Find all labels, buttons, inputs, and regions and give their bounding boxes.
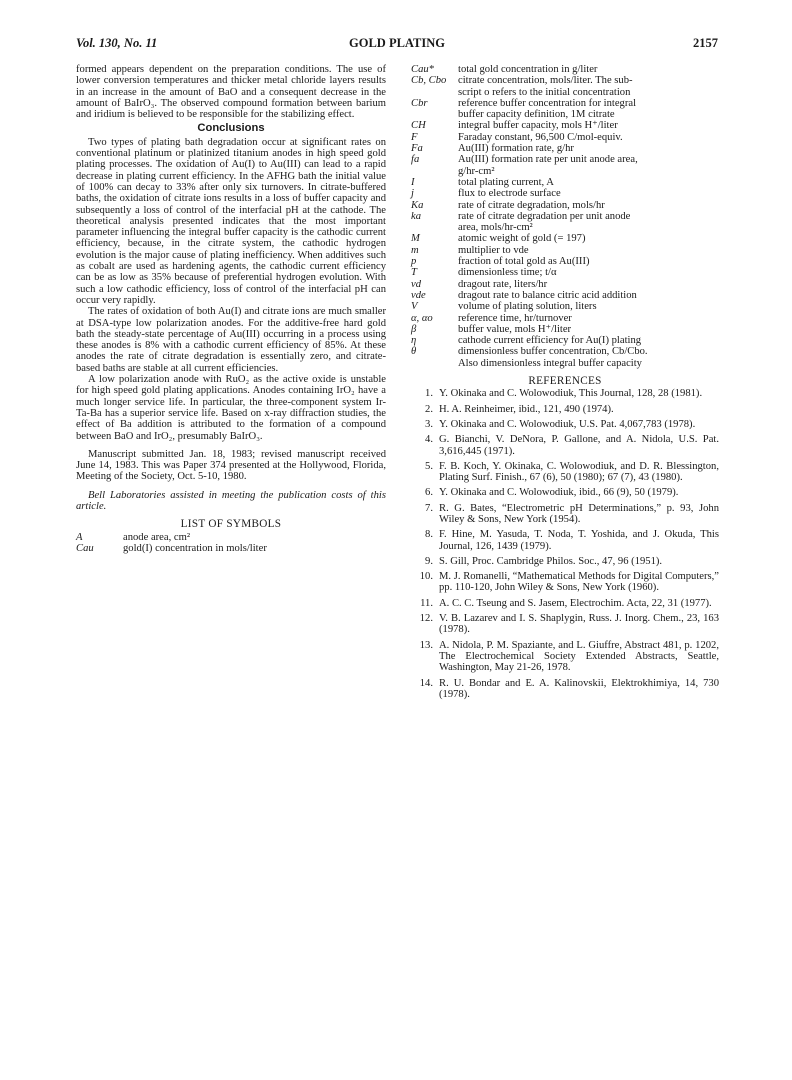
symbol-description-line: dragout rate to balance citric acid addition — [458, 289, 637, 301]
reference-item — [411, 556, 719, 567]
symbol-row — [411, 290, 719, 301]
symbol-row — [411, 256, 719, 267]
symbol-description — [458, 120, 719, 131]
symbol-row — [411, 120, 719, 131]
symbol: F — [411, 131, 418, 143]
symbol-description — [458, 188, 719, 199]
paragraph-continued: formed appears dependent on the preparation conditions. The use of lower conversion temperatures and thicker metal chloride layers results in an increase in the amount of BaO and a consequent decrease in the amount of BaIrO₃. The observed compound formation between barium and iridium is believed to be responsible for the stabilizing effect. — [76, 64, 386, 121]
symbol-description — [458, 346, 719, 369]
symbol-description-line: Also dimensionless integral buffer capacity — [458, 357, 642, 369]
reference-number: 8. — [425, 529, 433, 541]
symbol-description — [458, 301, 719, 312]
reference-text: F. B. Koch, Y. Okinaka, C. Wolowodiuk, and D. R. Blessington, Plating Surf. Finish., 67 (6), 50 (1980); 67 (7), 43 (1980). — [439, 460, 719, 484]
symbol-description — [458, 98, 719, 121]
reference-item — [411, 571, 719, 594]
reference-item — [411, 388, 719, 399]
symbol-row — [411, 211, 719, 234]
references-list — [411, 388, 719, 700]
symbol-description — [458, 324, 719, 335]
reference-number: 10. — [419, 571, 433, 583]
symbol-description-line: dragout rate, liters/hr — [458, 278, 548, 290]
symbol-row — [411, 324, 719, 335]
symbol-description — [458, 267, 719, 278]
left-column — [76, 64, 386, 554]
symbol-row — [411, 132, 719, 143]
symbol-description-line: integral buffer capacity, mols H⁺/liter — [458, 120, 618, 132]
reference-text: A. C. C. Tseung and S. Jasem, Electrochim. Acta, 22, 31 (1977). — [439, 597, 712, 609]
symbol-row — [411, 335, 719, 346]
symbol-description — [458, 279, 719, 290]
symbols-list — [411, 64, 719, 369]
reference-number: 7. — [425, 502, 433, 514]
reference-item — [411, 461, 719, 484]
section-heading-conclusions: Conclusions — [197, 122, 265, 135]
symbol-row — [411, 245, 719, 256]
symbol: vde — [411, 289, 426, 301]
symbol: T — [411, 267, 417, 279]
symbol-description — [458, 177, 719, 188]
reference-number: 2. — [425, 403, 433, 415]
symbol-description — [458, 211, 719, 234]
symbol: β — [411, 323, 417, 335]
symbol-description-line: dimensionless time; t/α — [458, 267, 557, 279]
reference-item — [411, 613, 719, 636]
symbol-row — [411, 177, 719, 188]
symbol-description-line: dimensionless buffer concentration, Cb/Cbo. — [458, 346, 648, 358]
section-heading-references: REFERENCES — [528, 375, 602, 388]
symbol-row — [411, 188, 719, 199]
symbol: fa — [411, 154, 420, 166]
reference-number: 1. — [425, 388, 433, 400]
symbol-row — [411, 98, 719, 121]
symbol-description-line: reference time, hr/turnover — [458, 312, 572, 324]
symbol: p — [411, 256, 417, 268]
reference-text: M. J. Romanelli, “Mathematical Methods for Digital Computers,” pp. 110-120, John Wiley & Sons, New York (1960). — [439, 571, 719, 594]
symbol: CH — [411, 120, 426, 132]
symbol-description: anode area, cm² — [123, 531, 190, 543]
reference-item — [411, 640, 719, 674]
symbol-description-line: buffer value, mols H⁺/liter — [458, 323, 572, 335]
symbol: Ka — [411, 199, 424, 211]
reference-item — [411, 678, 719, 701]
reference-number: 3. — [425, 418, 433, 430]
section-heading-symbols: LIST OF SYMBOLS — [180, 518, 282, 531]
symbol-description — [458, 245, 719, 256]
symbol-description — [458, 335, 719, 346]
symbol-description — [458, 290, 719, 301]
reference-text: Y. Okinaka and C. Wolowodiuk, U.S. Pat. 4,067,783 (1978). — [439, 418, 696, 430]
symbol: α, αo — [411, 312, 433, 324]
symbol-row — [411, 143, 719, 154]
symbol: m — [411, 244, 419, 256]
symbol-description-line: script o refers to the initial concentration — [458, 86, 631, 98]
symbol-description — [458, 313, 719, 324]
reference-number: 13. — [419, 639, 433, 651]
reference-text: V. B. Lazarev and I. S. Shaplygin, Russ. J. Inorg. Chem., 23, 163 (1978). — [439, 613, 719, 636]
symbol-description-line: g/hr-cm² — [458, 165, 495, 177]
reference-text: H. A. Reinheimer, ibid., 121, 490 (1974). — [439, 403, 614, 415]
symbol: Fa — [411, 143, 423, 155]
symbol-description-line: volume of plating solution, liters — [458, 301, 597, 313]
symbol-description-line: cathode current efficiency for Au(I) plating — [458, 335, 642, 347]
reference-number: 12. — [419, 613, 433, 625]
reference-number: 6. — [425, 487, 433, 499]
symbol-row — [411, 75, 719, 98]
symbol: θ — [411, 346, 417, 358]
running-title: GOLD PLATING — [349, 36, 445, 50]
symbol-description: gold(I) concentration in mols/liter — [123, 542, 267, 554]
running-header — [76, 36, 718, 52]
symbol-description-line: atomic weight of gold (= 197) — [458, 233, 586, 245]
symbol-row — [76, 532, 386, 543]
symbol: Cau* — [411, 64, 434, 75]
reference-text: G. Bianchi, V. DeNora, P. Gallone, and A. Nidola, U.S. Pat. 3,616,445 (1971). — [439, 434, 719, 457]
symbol-description-line: flux to electrode surface — [458, 188, 561, 200]
volume-label: Vol. 130, No. 11 — [76, 36, 158, 50]
reference-text: F. Hine, M. Yasuda, T. Noda, T. Yoshida, and J. Okuda, This Journal, 126, 1439 (1979). — [439, 529, 719, 552]
page-number: 2157 — [693, 36, 718, 50]
symbol-description-line: Au(III) formation rate per unit anode area, — [458, 154, 638, 166]
symbol-description-line: Faraday constant, 96,500 C/mol-equiv. — [458, 131, 623, 143]
symbol: Cbr — [411, 97, 428, 109]
reference-number: 9. — [425, 555, 433, 567]
symbol: Cau — [76, 542, 94, 554]
symbol-description-line: Au(III) formation rate, g/hr — [458, 143, 574, 155]
reference-item — [411, 598, 719, 609]
symbol-description-line: citrate concentration, mols/liter. The sub- — [458, 75, 633, 87]
symbol-row — [411, 301, 719, 312]
symbol: Cb, Cbo — [411, 75, 447, 87]
symbol-description — [458, 256, 719, 267]
symbol-description — [458, 143, 719, 154]
manuscript-note: Manuscript submitted Jan. 18, 1983; revised manuscript received June 14, 1983. This was Paper 374 presented at the Hollywood, Florida, Meeting of the Society, Oct. 5-10, 1980. — [76, 448, 386, 483]
paragraph: Two types of plating bath degradation occur at significant rates on conventional platinum or platinized titanium anodes in high speed gold plating processes. The oxidation of Au(I) to Au(III) can lead to a rapid decrease in plating current efficiency. In the AFHG bath the initial value of 100% can decay to 33% after only six turnovers. In citrate-buffered baths, the oxidation of citrate ions results in a loss of buffer capacity and subsequently a loss of control of the interfacial pH at the cathode. The theoretical analysis presented indicates that the most important parameter influencing the integral buffer capacity is the cathodic current efficiency, because, in the citrate system, the cathodic hydrogen evolution is the major cause of plating inefficiency. When additives such as cobalt are used as hardening agents, the cathodic current efficiency can be as low as 35% because of preferential hydrogen evolution. With such a low cathodic efficiency, loss of control of the interfacial pH can occur very rapidly. — [76, 136, 386, 306]
reference-number: 4. — [425, 434, 433, 446]
reference-text: Y. Okinaka and C. Wolowodiuk, ibid., 66 (9), 50 (1979). — [439, 487, 679, 499]
paragraph: A low polarization anode with RuO₂ as the active oxide is unstable for high speed gold plating applications. Anodes containing IrO₂ have a much longer service life. In particular, the three-component system Ir-Ta-Ba has a superior service life. Based on x-ray diffraction studies, the effect of Ba addition is attributed to the formation of a compound between BaO and IrO₂, presumably BaIrO₃. — [76, 374, 386, 442]
reference-number: 14. — [419, 677, 433, 689]
reference-item — [411, 503, 719, 526]
symbol: ka — [411, 210, 421, 222]
symbol-row — [411, 346, 719, 369]
symbol-description — [458, 132, 719, 143]
symbol-description — [458, 64, 719, 75]
reference-text: R. G. Bates, “Electrometric pH Determinations,” p. 93, John Wiley & Sons, New York (1954). — [439, 502, 719, 525]
paragraph: The rates of oxidation of both Au(I) and citrate ions are much smaller at DSA-type low polarization anodes. For the additive-free hard gold bath the steady-state percentage of Au(III) occurring in a process using these anodes is 8% with a cathodic current efficiency of 85%. At these anodes the rate of citrate degradation is essentially zero, and citrate-based baths are stable at all current efficiencies. — [76, 306, 386, 374]
symbol-row — [411, 154, 719, 177]
symbol-description-line: rate of citrate degradation per unit anode — [458, 210, 631, 222]
symbol-row — [411, 313, 719, 324]
symbol: j — [411, 188, 414, 200]
symbol: η — [411, 335, 417, 347]
symbol-row — [411, 267, 719, 278]
reference-number: 11. — [420, 597, 433, 609]
symbol-description-line: multiplier to vde — [458, 244, 529, 256]
symbol-description-line: total gold concentration in g/liter — [458, 64, 598, 75]
reference-item — [411, 404, 719, 415]
symbol-description-line: area, mols/hr-cm² — [458, 222, 533, 234]
symbol-description-line: rate of citrate degradation, mols/hr — [458, 199, 605, 211]
symbol-description-line: reference buffer concentration for integral — [458, 97, 637, 109]
reference-text: Y. Okinaka and C. Wolowodiuk, This Journal, 128, 28 (1981). — [439, 388, 703, 400]
reference-number: 5. — [425, 460, 433, 472]
symbol-description — [458, 233, 719, 244]
reference-item — [411, 487, 719, 498]
symbol-row — [411, 200, 719, 211]
symbol-row — [411, 233, 719, 244]
reference-text: R. U. Bondar and E. A. Kalinovskii, Elektrokhimiya, 14, 730 (1978). — [439, 677, 719, 700]
symbol-description-line: fraction of total gold as Au(III) — [458, 256, 590, 268]
reference-text: A. Nidola, P. M. Spaziante, and L. Giuffre, Abstract 481, p. 1202, The Electrochemical Society Extended Abstracts, Seattle, Washington, May 21-26, 1978. — [439, 639, 719, 674]
symbol: I — [411, 176, 415, 188]
symbol-row — [411, 279, 719, 290]
symbol-description — [458, 75, 719, 98]
reference-item — [411, 434, 719, 457]
symbol-description-line: buffer capacity definition, 1M citrate — [458, 109, 615, 121]
symbol: V — [411, 301, 418, 313]
symbol: A — [76, 531, 83, 543]
symbol: M — [411, 233, 420, 245]
reference-item — [411, 419, 719, 430]
symbol-row — [411, 64, 719, 75]
symbol-row — [76, 543, 386, 554]
symbol-description — [458, 154, 719, 177]
reference-text: S. Gill, Proc. Cambridge Philos. Soc., 47, 96 (1951). — [439, 555, 663, 567]
right-column — [411, 64, 719, 704]
acknowledgment-note: Bell Laboratories assisted in meeting the publication costs of this article. — [76, 489, 386, 512]
symbol: vd — [411, 278, 421, 290]
symbol-description — [458, 200, 719, 211]
reference-item — [411, 529, 719, 552]
symbol-description-line: total plating current, A — [458, 176, 554, 188]
